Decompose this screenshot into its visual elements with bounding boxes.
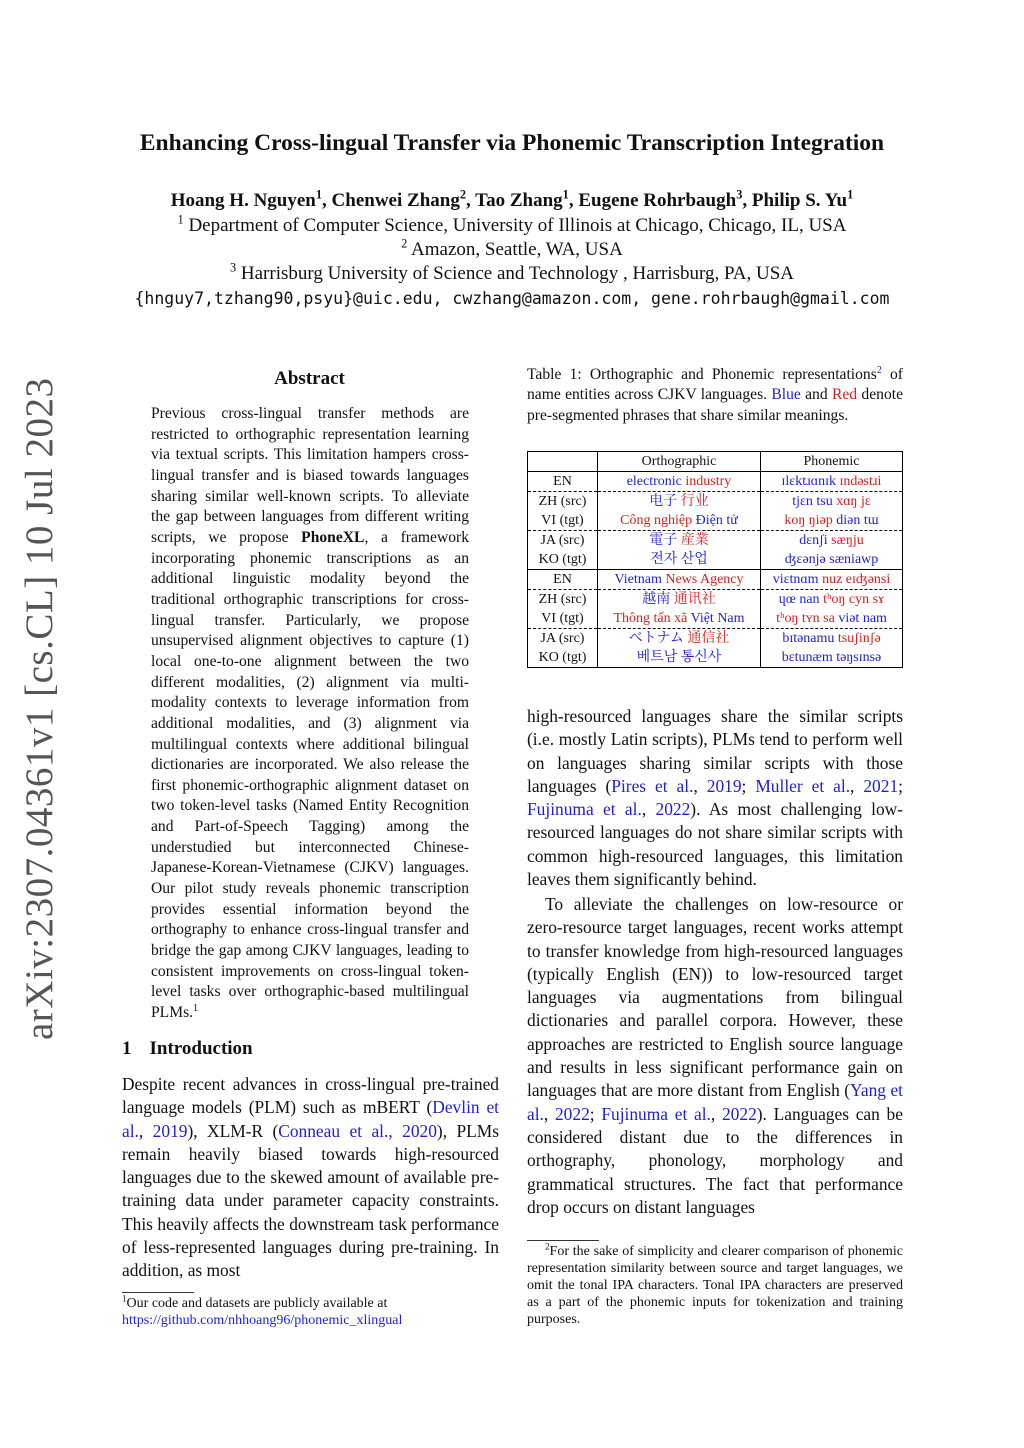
- table-row: [528, 550, 903, 570]
- abstract-text-part: Previous cross-lingual transfer methods are restricted to orthographic representation learning via textual scripts. This limitation hampers cross-lingual transfer and is biased towards languages sharing similar well-known scripts. To alleviate the gap between languages from different writing scripts, we propose: [151, 405, 469, 546]
- citation-link[interactable]: 2019: [152, 1120, 188, 1141]
- language-cell: VI (tgt): [528, 511, 598, 531]
- ortho-segment: Thông tấn xã: [613, 610, 691, 626]
- language-cell: JA (src): [528, 531, 598, 551]
- phonemic-cell: [761, 531, 903, 551]
- caption-red-word: Red: [831, 386, 858, 404]
- orthographic-cell: [598, 609, 761, 629]
- table-header-cell: Phonemic: [761, 452, 903, 472]
- ortho-segment: 전자: [650, 551, 681, 567]
- ortho-segment: ベトナム: [628, 630, 688, 646]
- author-affil-mark: 1: [562, 187, 569, 202]
- ortho-segment: industry: [685, 473, 732, 489]
- intro-paragraph: [122, 1073, 499, 1283]
- orthographic-cell: [598, 550, 761, 570]
- orthographic-cell: [598, 648, 761, 668]
- ortho-segment: 産業: [680, 532, 709, 548]
- author-list: Hoang H. Nguyen$^1$, Chenwei Zhang$^2$, Tao Zhang$^1$, Eugene Rohrbaugh$^3$, Philip S. Yu$^1$: [170, 187, 854, 211]
- table-row: [528, 590, 903, 610]
- phonemic-segment: sæŋju: [831, 532, 864, 548]
- paragraph-text: ,: [850, 775, 864, 796]
- footnote: [527, 1243, 903, 1328]
- phonemic-segment: tʰoŋ tʏn sa: [776, 610, 839, 626]
- author-affil-mark: 1: [847, 187, 854, 202]
- author-name: Tao Zhang: [475, 190, 563, 211]
- orthographic-cell: [598, 629, 761, 649]
- ortho-segment: 通信社: [687, 630, 730, 646]
- paragraph-text: ;: [741, 775, 756, 796]
- phonemic-segment: bɛtunæm: [781, 649, 837, 665]
- author-name: Philip S. Yu: [751, 190, 848, 211]
- phonemic-segment: viət nam: [838, 610, 887, 626]
- orthographic-cell: [598, 570, 761, 590]
- author-emails: {hnguy7,tzhang90,psyu}@uic.edu, cwzhang@amazon.com, gene.rohrbaugh@gmail.com: [134, 289, 890, 308]
- ortho-segment: 行业: [680, 493, 709, 509]
- phonemic-segment: tjɛn tsu: [792, 493, 837, 509]
- table-caption: [527, 365, 903, 426]
- phonemic-segment: ɥœ nan: [778, 591, 824, 607]
- phonemic-cell: [761, 648, 903, 668]
- phonemic-segment: xɑŋ jɛ: [836, 493, 871, 509]
- representation-table: [527, 451, 903, 668]
- author-affil-mark: 1: [315, 187, 323, 202]
- phonemic-cell: [761, 590, 903, 610]
- phonemic-segment: tsuʃinʃə: [837, 630, 881, 646]
- abstract-text-part: , a framework incorporating phonemic transcriptions as an additional linguistic modality beyond the traditional orthographic transcriptions for cross-lingual transfer. Particularly, we propose unsupervised alignment objectives to capture (1) local one-to-one alignment between the two different modalities, (2) alignment via multi-modality contexts to leverage information from additional modalities, and (3) alignment via multilingual contexts where additional bilingual dictionaries are incorporated. We also release the first phonemic-orthographic alignment dataset on two token-level tasks (Named Entity Recognition and Part-of-Speech Tagging) among the understudied but interconnected Chinese-Japanese-Korean-Vietnamese (CJKV) languages. Our pilot study reveals phonemic transcription provides essential information beyond the orthography to enhance cross-lingual transfer and bridge the gap among CJKV languages, leading to consistent improvements on cross-lingual token-level tasks over orthographic-based multilingual PLMs.: [151, 528, 469, 1022]
- ortho-segment: 越南: [642, 591, 674, 607]
- section-heading: [122, 1038, 253, 1060]
- footnote-mark[interactable]: 2: [876, 364, 882, 376]
- ortho-segment: 산업: [680, 551, 708, 567]
- orthographic-cell: [598, 492, 761, 512]
- citation-link[interactable]: Fujinuma et al.: [601, 1103, 711, 1124]
- phonemic-cell: [761, 629, 903, 649]
- phonemic-cell: [761, 472, 903, 492]
- phonemic-segment: tʰoŋ cyn sɤ: [823, 591, 885, 607]
- table-row: [528, 511, 903, 531]
- author-name: Hoang H. Nguyen: [170, 190, 316, 211]
- orthographic-cell: [598, 590, 761, 610]
- phonemic-cell: [761, 550, 903, 570]
- language-cell: ZH (src): [528, 492, 598, 512]
- caption-text: Table 1: Orthographic and Phonemic representations: [527, 366, 877, 383]
- paragraph-text: To alleviate the challenges on low-resource or zero-resource target languages, recent works attempt to transfer knowledge from high-resourced languages (typically English (EN)) to low-resourced target languages via augmentations from bilingual dictionaries and parallel corpora. However, these approaches are restricted to English source language and results in less significant performance gain on languages that are more distant from English (: [527, 894, 903, 1101]
- ortho-segment: 베트남: [636, 649, 681, 665]
- paragraph-text: high-resourced languages share the similar scripts (i.e. mostly Latin scripts), PLMs tend to perform well on languages sharing similar scripts with those languages (: [527, 706, 903, 796]
- table-header-cell: [528, 452, 598, 472]
- table-row: [528, 531, 903, 551]
- table-row: [528, 609, 903, 629]
- model-name: PhoneXL: [301, 528, 365, 546]
- ortho-segment: 통신사: [680, 649, 722, 665]
- affiliation-text: Amazon, Seattle, WA, USA: [411, 239, 623, 260]
- abstract-heading: Abstract: [274, 368, 345, 389]
- language-cell: EN: [528, 472, 598, 492]
- citation-link[interactable]: Fujinuma et al.: [527, 799, 642, 820]
- affiliation-line: [0, 260, 1024, 285]
- ortho-segment: 通讯社: [673, 591, 716, 607]
- phonemic-segment: dɛnʃi: [799, 532, 832, 548]
- orthographic-cell: [598, 472, 761, 492]
- orthographic-cell: [598, 531, 761, 551]
- paragraph-text: ). As most challenging low-resourced languages do not share similar scripts with common high-resourced languages, this limitation leaves them significantly behind.: [527, 799, 904, 890]
- ortho-segment: Việt Nam: [690, 610, 745, 626]
- citation-link[interactable]: 2020: [402, 1120, 437, 1141]
- table-row: [528, 629, 903, 649]
- section-title: Introduction: [149, 1038, 253, 1059]
- footnote: [122, 1295, 499, 1329]
- table-row: [528, 492, 903, 512]
- caption-text: denote pre-segmented phrases that share similar meanings.: [527, 386, 903, 424]
- ortho-segment: News Agency: [665, 571, 744, 587]
- caption-text: of name entities across CJKV languages.: [527, 366, 903, 404]
- citation-link[interactable]: 2021: [863, 775, 899, 796]
- affiliation-mark: 1: [177, 212, 184, 227]
- orthographic-cell: [598, 511, 761, 531]
- paragraph-text: Despite recent advances in cross-lingual pre-trained language models (PLM) such as mBERT (: [122, 1074, 499, 1118]
- arxiv-side-stamp: arXiv:2307.04361v1 [cs.CL] 10 Jul 2023: [18, 377, 61, 1040]
- language-cell: KO (tgt): [528, 550, 598, 570]
- phonemic-cell: [761, 492, 903, 512]
- phonemic-segment: sæniawp: [829, 551, 879, 567]
- table-row: [528, 570, 903, 590]
- language-cell: KO (tgt): [528, 648, 598, 668]
- table-header-cell: Orthographic: [598, 452, 761, 472]
- paragraph-text: ,: [543, 1103, 555, 1124]
- paragraph-text: ), XLM-R (: [187, 1120, 279, 1141]
- body-paragraph: [527, 893, 903, 1219]
- ortho-segment: Điện tử: [695, 512, 738, 528]
- paragraph-text: ,: [710, 1103, 722, 1124]
- phonemic-cell: [761, 609, 903, 629]
- footnote-mark: 2: [545, 1241, 550, 1252]
- ortho-segment: 電子: [649, 532, 681, 548]
- citation-link[interactable]: Muller et al.: [755, 775, 851, 796]
- affiliation-mark: 2: [401, 236, 408, 251]
- ortho-segment: Vietnam: [614, 571, 666, 587]
- phonemic-cell: [761, 511, 903, 531]
- footnote-rule: [527, 1240, 599, 1241]
- affiliation-mark: 3: [229, 260, 237, 275]
- paragraph-text: ;: [589, 1103, 602, 1124]
- language-cell: JA (src): [528, 629, 598, 649]
- body-paragraph: [527, 705, 903, 891]
- footnote-mark: 1: [122, 1293, 127, 1304]
- citation-link[interactable]: 2022: [655, 799, 691, 820]
- paragraph-text: ,: [693, 775, 707, 796]
- footnote-text: For the sake of simplicity and clearer comparison of phonemic representation similarity between source and target languages, we omit the tonal IPA characters. Tonal IPA characters are preserved as a part of the phonemic inputs for tokenization and training purposes.: [527, 1244, 903, 1327]
- ortho-segment: 电子: [649, 493, 681, 509]
- citation-link[interactable]: 2022: [721, 1103, 757, 1124]
- phonemic-segment: ɪndəstɹi: [839, 473, 882, 489]
- caption-blue-word: Blue: [771, 386, 801, 404]
- phonemic-segment: viɛtnɑm: [772, 571, 823, 587]
- phonemic-segment: təŋsɪnsə: [836, 649, 882, 665]
- phonemic-segment: koŋ ŋiəp: [784, 512, 837, 528]
- caption-text: and: [800, 386, 832, 404]
- author-name: Eugene Rohrbaugh: [578, 190, 737, 211]
- language-cell: ZH (src): [528, 590, 598, 610]
- paragraph-text: ). Languages can be considered distant due to the differences in orthography, phonology, morphology and grammatical structures. The fact that performance drop occurs on distant languages: [527, 1103, 903, 1217]
- table-row: [528, 472, 903, 492]
- author-affil-mark: 2: [459, 187, 466, 202]
- citation-link[interactable]: 2022: [554, 1103, 590, 1124]
- citation-link[interactable]: Conneau et al.,: [278, 1120, 393, 1141]
- paragraph-text: ,: [641, 799, 656, 820]
- citation-link[interactable]: 2019: [706, 775, 742, 796]
- phonemic-segment: ʤɛənjə: [784, 551, 830, 567]
- table-header-row: [528, 452, 903, 472]
- abstract-text: [151, 404, 469, 1024]
- table-row: [528, 648, 903, 668]
- language-cell: EN: [528, 570, 598, 590]
- phonemic-segment: bɪtənamu: [782, 630, 838, 646]
- affiliation-line: [0, 236, 1024, 261]
- citation-link[interactable]: Devlin et al.: [122, 1097, 500, 1141]
- paragraph-text: ,: [138, 1120, 153, 1141]
- paper-title: Enhancing Cross-lingual Transfer via Phonemic Transcription Integration: [139, 130, 885, 156]
- ortho-segment: electronic: [626, 473, 686, 489]
- ortho-segment: Công nghiệp: [620, 512, 696, 528]
- citation-link[interactable]: Yang et al.: [527, 1080, 904, 1124]
- section-number: 1: [122, 1038, 132, 1059]
- affiliation-line: [0, 212, 1024, 237]
- repository-link[interactable]: https://github.com/nhhoang96/phonemic_xlingual: [122, 1313, 403, 1328]
- phonemic-segment: ɪlɛktɹɑnɪk: [781, 473, 840, 489]
- paragraph-text: ), PLMs remain heavily biased towards high-resourced languages due to the skewed amount of available pre-training data under parameter capacity constraints. This heavily affects the downstream task performance of less-represented languages during pre-training. In addition, as most: [122, 1120, 499, 1281]
- author-name: Chenwei Zhang: [331, 190, 460, 211]
- paragraph-text: ;: [898, 775, 903, 796]
- phonemic-cell: [761, 570, 903, 590]
- phonemic-segment: nuz eɪʤənsi: [822, 571, 891, 587]
- footnote-rule: [122, 1292, 194, 1293]
- affiliation-text: Harrisburg University of Science and Technology , Harrisburg, PA, USA: [240, 263, 795, 284]
- footnote-text: Our code and datasets are publicly available at: [126, 1296, 388, 1311]
- author-affil-mark: 3: [736, 187, 743, 202]
- language-cell: VI (tgt): [528, 609, 598, 629]
- footnote-mark: 1: [193, 1002, 199, 1014]
- phonemic-segment: diən tɯ: [836, 512, 879, 528]
- affiliation-text: Department of Computer Science, University of Illinois at Chicago, Chicago, IL, USA: [188, 215, 847, 236]
- citation-link[interactable]: Pires et al.: [611, 775, 694, 796]
